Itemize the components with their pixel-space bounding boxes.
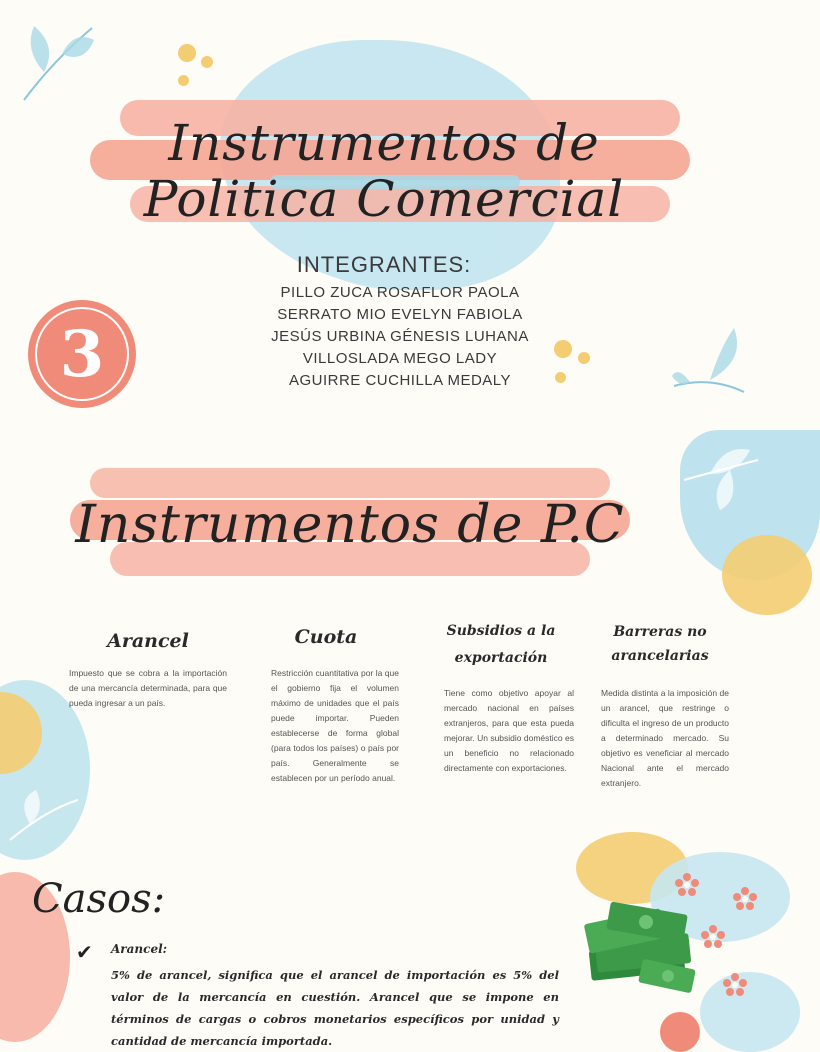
group-number: 3 [35,307,129,401]
column-text-barreras: Medida distinta a la imposición de un arancel, que restringe o dificulta el ingreso de un producto a determinado mercado. Su objetivo es veneficiar al mercado Nacional ante el mercado extranjero. [601,688,729,788]
integrantes-heading: INTEGRANTES: [296,252,472,277]
leaf-icon [14,20,98,104]
member-name: SERRATO MIO EVELYN FABIOLA [277,306,523,323]
flower-icon [722,972,748,998]
page-title-line1: Instrumentos de [168,114,600,172]
column-text-cuota: Restricción cuantitativa por la que el gobierno fija el volumen máximo de unidades que el país puede importar. Pueden establecerse de forma global (para todos los países) o país por país. Generalmente se establecen por un período anual. [271,668,399,783]
yellow-dot [178,44,196,62]
column-title-cuota: Cuota [294,626,358,648]
cases-title: Casos: [32,876,166,922]
flower-icon [700,924,726,950]
money-stack-icon [582,902,698,996]
salmon-watercolor [660,1012,700,1052]
member-name: JESÚS URBINA GÉNESIS LUHANA [271,328,529,345]
flower-icon [674,872,700,898]
yellow-dot [178,75,189,86]
case-label: Arancel: [111,942,168,956]
section-title: Instrumentos de P.C [75,495,625,555]
column-title-barreras: Barreras no arancelarias [611,624,709,664]
case-description: 5% de arancel, significa que el arancel de importación es 5% del valor de la mercancía en cuestión. Arancel que se impone en términos de cargas o cobros monetarios específicos por unidad y cantidad de mercancía importada. [111,968,559,1048]
slide-cases [0,862,768,1048]
slide-cover [0,0,768,430]
member-name: AGUIRRE CUCHILLA MEDALY [288,372,512,389]
slide-instruments [0,430,768,862]
member-name: PILLO ZUCA ROSAFLOR PAOLA [280,284,520,301]
column-title-arancel: Arancel [107,630,189,652]
column-title-subsidios: Subsidios a la exportación [446,623,556,666]
yellow-dot [201,56,213,68]
column-text-arancel: Impuesto que se cobra a la importación de una mercancía determinada, para que pueda ingresar a un país. [69,668,227,708]
check-icon: ✔ [76,940,93,964]
column-text-subsidios: Tiene como objetivo apoyar al mercado nacional en países extranjeros, para que esta pueda mejorar. Un subsidio doméstico es un beneficio no relacionado directamente con exportaciones. [444,688,574,773]
blue-watercolor [700,972,800,1052]
yellow-watercolor [722,535,812,615]
group-number-badge [28,300,136,408]
leaf-icon [6,770,86,850]
member-name: VILLOSLADA MEGO LADY [302,350,498,367]
page-title-line2: Politica Comercial [143,170,625,228]
flower-icon [732,886,758,912]
